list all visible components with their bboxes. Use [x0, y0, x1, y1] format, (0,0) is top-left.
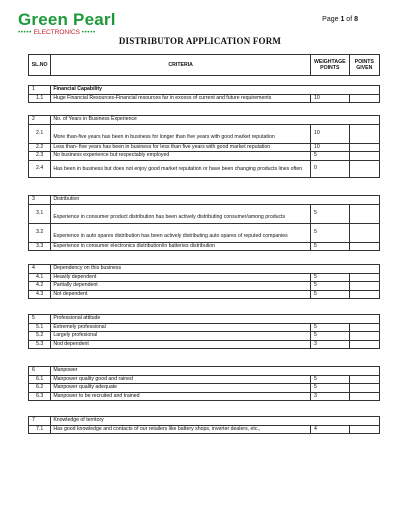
table-row	[29, 94, 380, 103]
section-territory-knowledge	[28, 416, 380, 434]
page-of: of	[344, 16, 355, 23]
section-header-row	[29, 86, 380, 95]
section-header-row	[29, 265, 380, 274]
item-points-given[interactable]	[349, 290, 379, 299]
section-dependency	[28, 264, 380, 299]
item-criteria: Less than- five years has been in business for less than five years with good market reputation	[51, 143, 311, 152]
section-number: 5	[29, 315, 51, 324]
header-points-given: POINTS GIVEN	[349, 55, 379, 76]
item-points-given[interactable]	[349, 160, 379, 177]
item-criteria: Huge Financial Resources-Financial resources far in excess of current and future requirements	[51, 94, 311, 103]
item-points-given[interactable]	[349, 392, 379, 401]
item-number: 4.1	[29, 273, 51, 282]
item-number: 5.1	[29, 323, 51, 332]
section-number: 3	[29, 196, 51, 205]
item-points-given[interactable]	[349, 223, 379, 242]
table-row	[29, 160, 380, 177]
item-number: 6.3	[29, 392, 51, 401]
section-number: 1	[29, 86, 51, 95]
form-title: DISTRIBUTOR APPLICATION FORM	[118, 36, 282, 46]
table-row	[29, 384, 380, 393]
item-number: 7.1	[29, 425, 51, 434]
item-points-given[interactable]	[349, 384, 379, 393]
item-criteria: Manpower to be recruited and trained	[51, 392, 311, 401]
table-row	[29, 290, 380, 299]
item-criteria: Manpower quality adequate	[51, 384, 311, 393]
page-current: 1	[340, 16, 345, 23]
section-number: 7	[29, 417, 51, 426]
item-points-given[interactable]	[349, 282, 379, 291]
item-points-given[interactable]	[349, 242, 379, 251]
item-weightage: 5	[310, 273, 349, 282]
item-points-given[interactable]	[349, 94, 379, 103]
logo-dots-right: •••••	[81, 29, 96, 36]
item-points-given[interactable]	[349, 340, 379, 349]
item-weightage: 3	[310, 392, 349, 401]
item-points-given[interactable]	[349, 332, 379, 341]
item-number: 3.2	[29, 223, 51, 242]
table-row	[29, 273, 380, 282]
item-number: 2.1	[29, 124, 51, 143]
item-criteria: Extremely professional	[51, 323, 311, 332]
item-weightage: 5	[310, 323, 349, 332]
section-title: Distribution	[51, 196, 380, 205]
logo-subtitle	[18, 29, 116, 36]
section-distribution	[28, 195, 380, 251]
item-weightage: 3	[310, 340, 349, 349]
page-total: 8	[354, 16, 358, 23]
section-title: Manpower	[51, 367, 380, 376]
section-title: Professional attitude	[51, 315, 380, 324]
section-header-row	[29, 315, 380, 324]
item-points-given[interactable]	[349, 204, 379, 223]
item-criteria: Experience in consumer product distribution has been actively distributing consumer/among products	[51, 204, 311, 223]
item-weightage: 10	[310, 124, 349, 143]
item-criteria: No business experience but respectably employed	[51, 152, 311, 161]
section-header-row	[29, 196, 380, 205]
section-header-row	[29, 367, 380, 376]
section-number: 4	[29, 265, 51, 274]
item-weightage: 5	[311, 204, 350, 223]
item-weightage: 10	[310, 143, 349, 152]
item-number: 2.2	[29, 143, 51, 152]
item-points-given[interactable]	[349, 375, 379, 384]
item-weightage: 5	[310, 282, 349, 291]
item-number: 2.3	[29, 152, 51, 161]
table-row	[29, 152, 380, 161]
table-row	[29, 223, 380, 242]
section-title: Financial Capability	[51, 86, 380, 95]
table-row	[29, 375, 380, 384]
item-points-given[interactable]	[349, 152, 379, 161]
section-title: Dependency on this business	[51, 265, 380, 274]
section-header-row	[29, 417, 380, 426]
item-points-given[interactable]	[349, 124, 379, 143]
item-weightage: 5	[310, 152, 349, 161]
item-points-given[interactable]	[349, 425, 379, 434]
item-number: 4.3	[29, 290, 51, 299]
item-weightage: 5	[311, 223, 350, 242]
item-weightage: 5	[310, 375, 349, 384]
item-criteria: Largely profesional	[51, 332, 311, 341]
table-row	[29, 124, 380, 143]
item-number: 6.2	[29, 384, 51, 393]
table-header	[28, 54, 380, 76]
section-manpower	[28, 366, 380, 401]
section-number: 2	[29, 116, 51, 125]
table-row	[29, 392, 380, 401]
item-number: 5.2	[29, 332, 51, 341]
item-number: 5.3	[29, 340, 51, 349]
header-criteria: CRITERIA	[51, 55, 311, 76]
item-weightage: 5	[310, 384, 349, 393]
item-criteria: Not dependent	[51, 290, 311, 299]
item-criteria: Manpower quality good and rained	[51, 375, 311, 384]
table-row	[29, 204, 380, 223]
item-criteria: Partially dependent	[51, 282, 311, 291]
header-weightage: WEIGHTAGE POINTS	[311, 55, 350, 76]
section-title: Knowledge of territory	[51, 417, 380, 426]
section-experience	[28, 115, 380, 178]
item-weightage: 5	[310, 332, 349, 341]
item-weightage: 5	[311, 242, 350, 251]
item-criteria: Nod dependent	[51, 340, 311, 349]
item-criteria: Experience in consumer electronics distribution/in batteries distribution	[51, 242, 311, 251]
header-slno: SL.NO	[29, 55, 51, 76]
item-criteria: Experience in auto spares distribution has been actively distributing auto spares of reputed companies	[51, 223, 311, 242]
item-weightage: 5	[310, 290, 349, 299]
item-number: 4.2	[29, 282, 51, 291]
table-row	[29, 332, 380, 341]
page-number	[322, 16, 358, 23]
item-points-given[interactable]	[349, 323, 379, 332]
company-logo	[18, 11, 116, 36]
item-number: 1.1	[29, 94, 51, 103]
item-criteria: Heavily dependent	[51, 273, 311, 282]
table-row	[29, 323, 380, 332]
table-row	[29, 282, 380, 291]
logo-subtext: ELECTRONICS	[33, 29, 80, 36]
section-header-row	[29, 116, 380, 125]
item-criteria: Has good knowledge and contacts of our retailers like battery shops, inverter dealers, etc.,	[51, 425, 311, 434]
logo-brand: Green Pearl	[18, 10, 116, 29]
item-weightage: 0	[310, 160, 349, 177]
table-row	[29, 143, 380, 152]
item-criteria: Has been in business but does not enjoy good market reputation or have been changing products lines often	[51, 160, 311, 177]
table-row	[29, 340, 380, 349]
section-number: 6	[29, 367, 51, 376]
item-number: 3.3	[29, 242, 51, 251]
item-number: 6.1	[29, 375, 51, 384]
item-weightage: 10	[311, 94, 350, 103]
item-weightage: 4	[311, 425, 350, 434]
item-number: 2.4	[29, 160, 51, 177]
logo-dots-left: •••••	[18, 29, 32, 36]
item-points-given[interactable]	[349, 143, 379, 152]
section-professional-attitude	[28, 314, 380, 349]
item-criteria: More than-five years has been in business for longer than five years with good market reputation	[51, 124, 311, 143]
section-title: No. of Years in Business Experience	[51, 116, 380, 125]
page-prefix: Page	[322, 16, 341, 23]
item-number: 3.1	[29, 204, 51, 223]
section-financial	[28, 85, 380, 103]
item-points-given[interactable]	[349, 273, 379, 282]
table-row	[29, 242, 380, 251]
table-row	[29, 425, 380, 434]
